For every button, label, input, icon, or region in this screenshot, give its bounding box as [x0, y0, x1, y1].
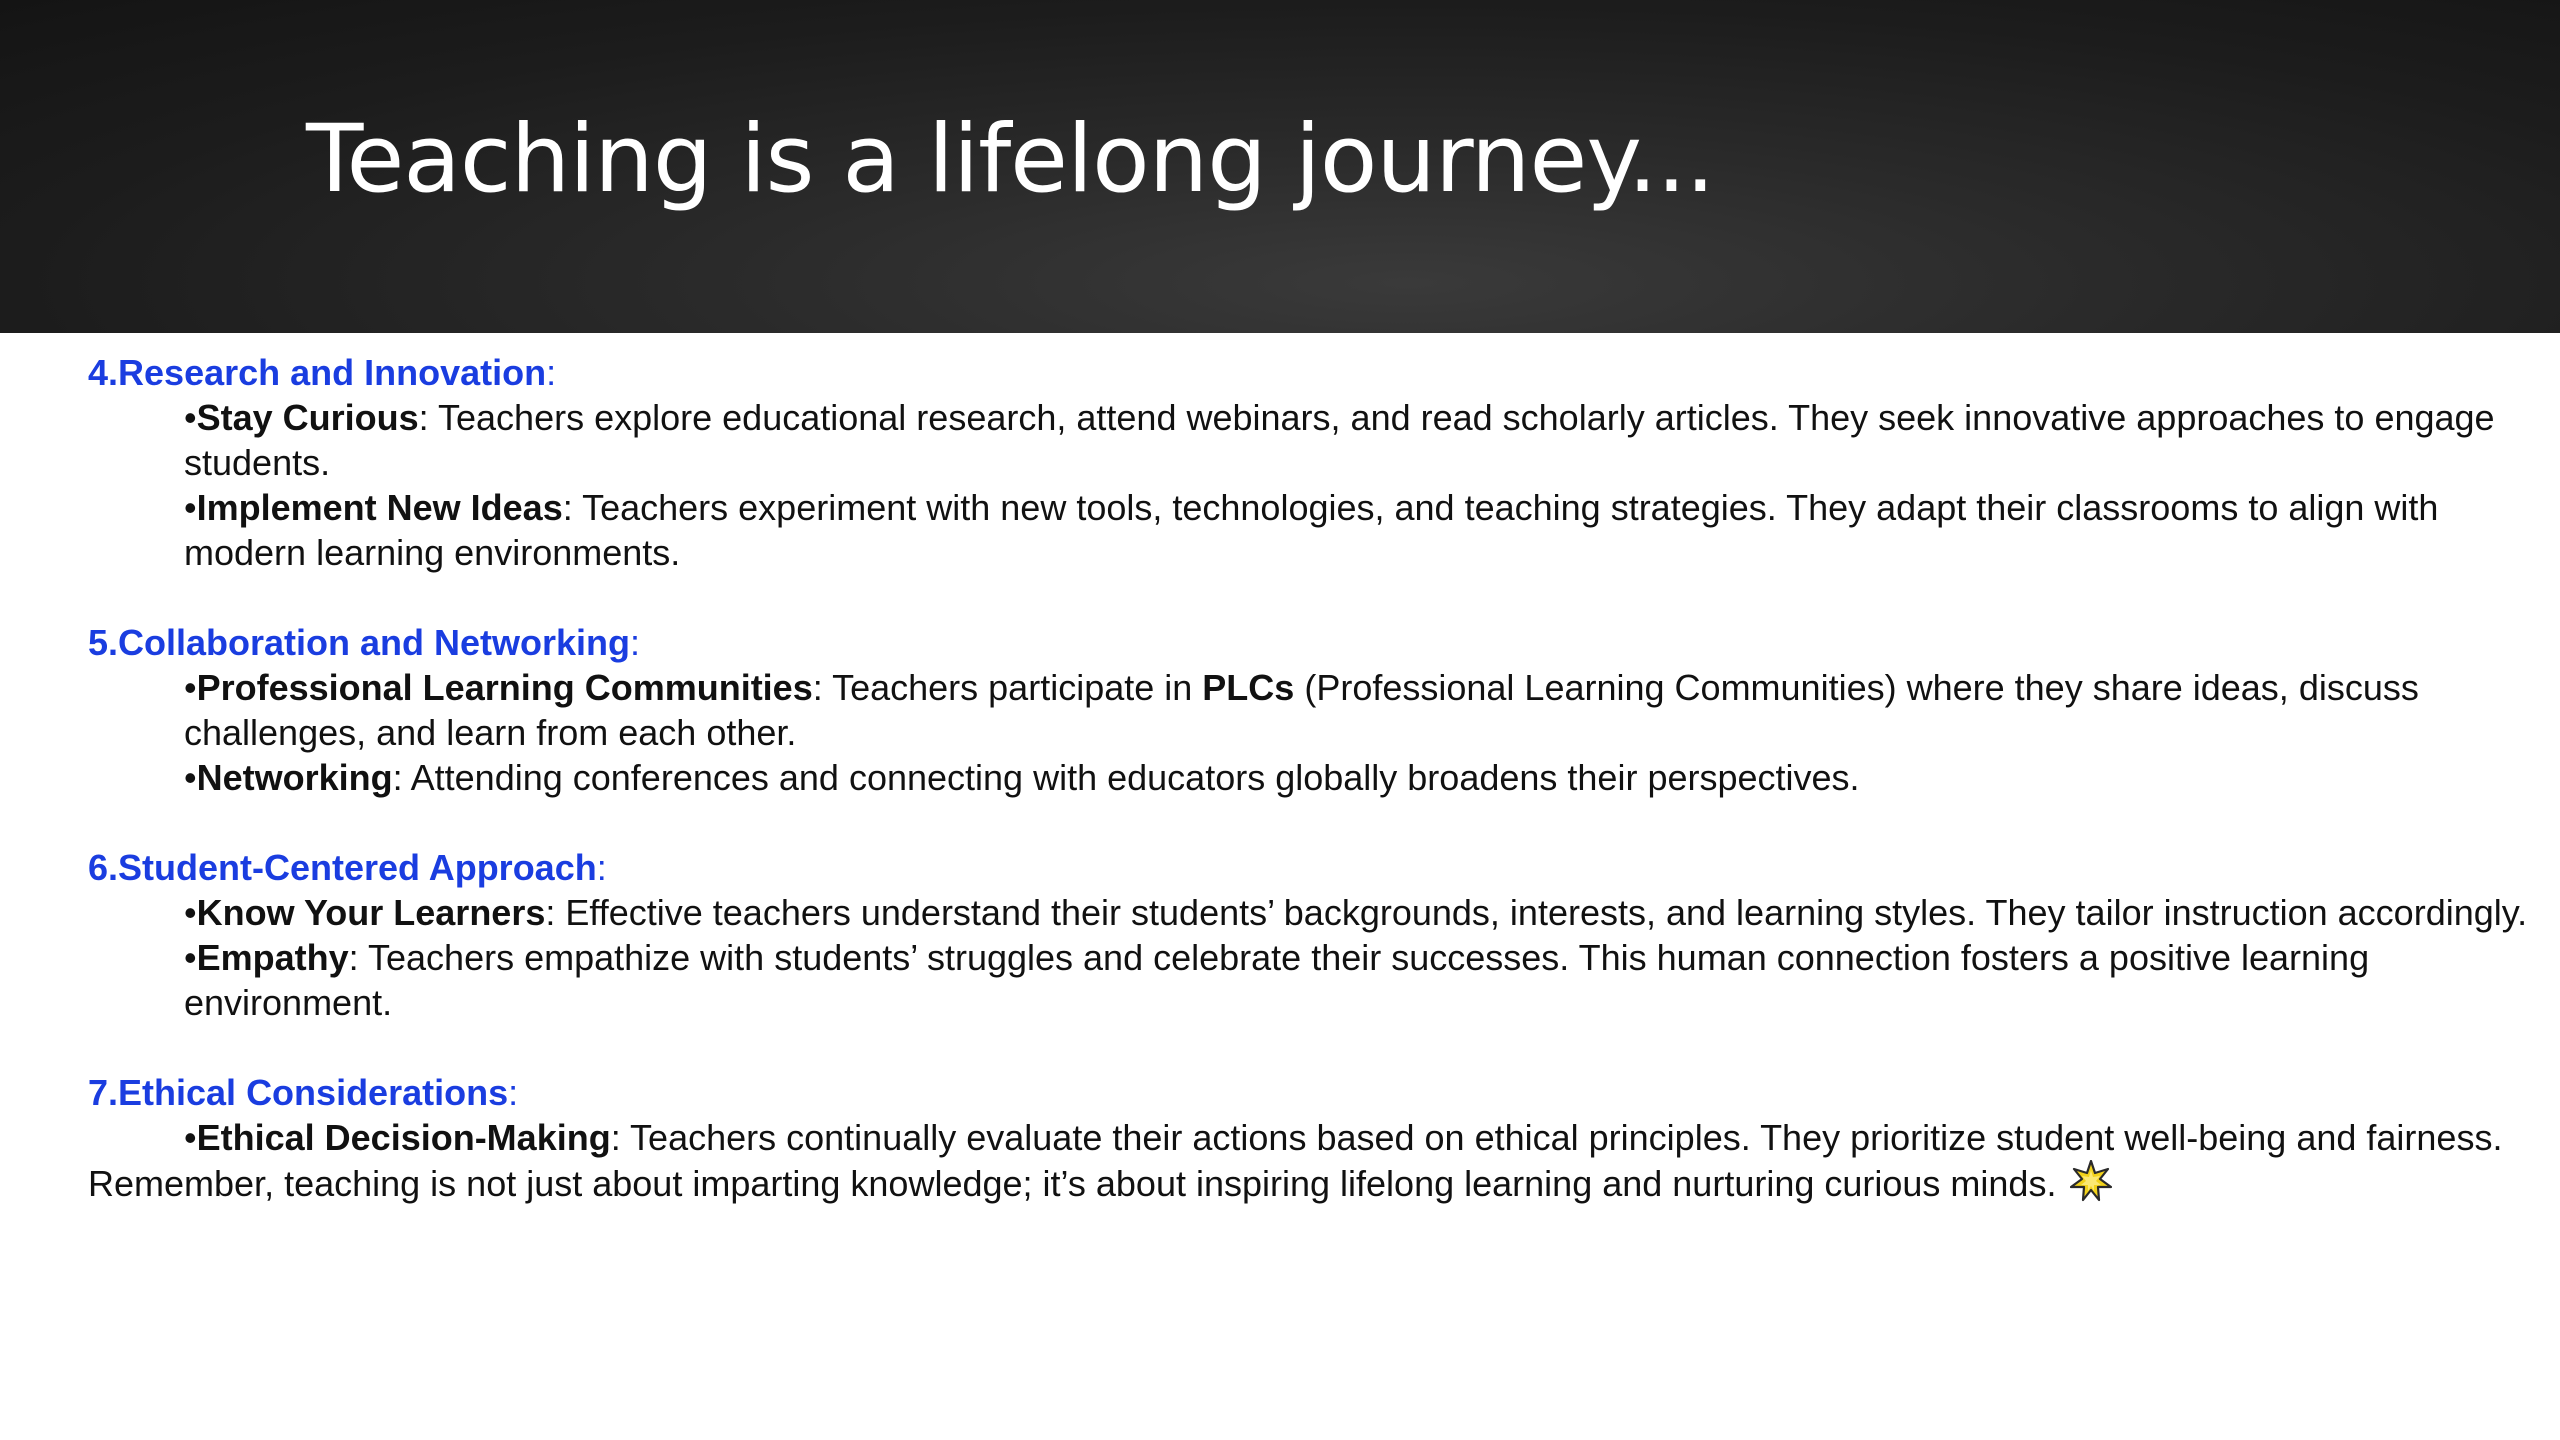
- bullet-professional-learning-communities: [184, 665, 2534, 755]
- star-icon: [2070, 1160, 2112, 1212]
- section-heading: 4.Research and Innovation: [88, 352, 547, 393]
- section-student-centered-approach: [88, 845, 2528, 1025]
- section-heading-line: [88, 845, 2488, 890]
- bullet-text: : Teachers participate in: [812, 667, 1203, 708]
- section-heading: 7.Ethical Considerations: [88, 1072, 509, 1113]
- bullet-inline-bold: PLCs: [1202, 667, 1295, 708]
- bullet-text: : Teachers continually evaluate their actions based on ethical principles. They prioritize student well-being and fairness.: [610, 1117, 2503, 1158]
- bullet-text: : Teachers empathize with students’ struggles and celebrate their successes. This human connection fosters a positive learning environment.: [184, 937, 2370, 1023]
- bullet-mark: •: [184, 757, 197, 798]
- bullet-text: : Effective teachers understand their students’ backgrounds, interests, and learning styles. They tailor instruction accordingly.: [545, 892, 2528, 933]
- section-heading-line: [88, 620, 2488, 665]
- section-heading-colon: :: [546, 352, 557, 393]
- closing-text: Remember, teaching is not just about imparting knowledge; it’s about inspiring lifelong learning and nurturing curious minds.: [88, 1163, 2057, 1204]
- bullet-term: Professional Learning Communities: [196, 667, 813, 708]
- section-heading-colon: :: [508, 1072, 519, 1113]
- slide-title: Teaching is a lifelong journey...: [306, 105, 1715, 214]
- section-heading-line: [88, 1070, 2488, 1115]
- bullet-stay-curious: [184, 395, 2534, 485]
- bullet-term: Empathy: [196, 937, 349, 978]
- closing-remark: [88, 1160, 2488, 1212]
- bullet-mark: •: [184, 937, 197, 978]
- section-collaboration-networking: [88, 620, 2488, 800]
- bullet-implement-new-ideas: [184, 485, 2534, 575]
- bullet-term: Stay Curious: [196, 397, 419, 438]
- slide-content: [88, 350, 2528, 1212]
- bullet-text: : Teachers experiment with new tools, technologies, and teaching strategies. They adapt their classrooms to align with modern learning environments.: [184, 487, 2439, 573]
- bullet-text: : Attending conferences and connecting with educators globally broadens their perspectives.: [392, 757, 1860, 798]
- section-heading-colon: :: [630, 622, 641, 663]
- section-heading-colon: :: [596, 847, 607, 888]
- section-research-innovation: [88, 350, 2495, 575]
- bullet-ethical-decision-making: [184, 1115, 2534, 1160]
- bullet-text: : Teachers explore educational research, attend webinars, and read scholarly articles. They seek innovative approaches to engage students.: [184, 397, 2495, 483]
- bullet-mark: •: [184, 487, 197, 528]
- section-heading: 6.Student-Centered Approach: [88, 847, 597, 888]
- section-heading-line: [88, 350, 2488, 395]
- bullet-empathy: [184, 935, 2534, 1025]
- bullet-mark: •: [184, 1117, 197, 1158]
- bullet-term: Networking: [196, 757, 393, 798]
- title-banner: [0, 0, 2560, 333]
- bullet-mark: •: [184, 397, 197, 438]
- bullet-term: Ethical Decision-Making: [196, 1117, 611, 1158]
- bullet-term: Know Your Learners: [196, 892, 546, 933]
- section-heading: 5.Collaboration and Networking: [88, 622, 631, 663]
- section-ethical-considerations: [88, 1070, 2503, 1160]
- bullet-mark: •: [184, 892, 197, 933]
- bullet-term: Implement New Ideas: [196, 487, 563, 528]
- bullet-mark: •: [184, 667, 197, 708]
- bullet-text-after: (Professional Learning Communities) where they share ideas, discuss challenges, and learn from each other.: [184, 667, 2419, 753]
- bullet-know-your-learners: [184, 890, 2534, 935]
- bullet-networking: [184, 755, 2534, 800]
